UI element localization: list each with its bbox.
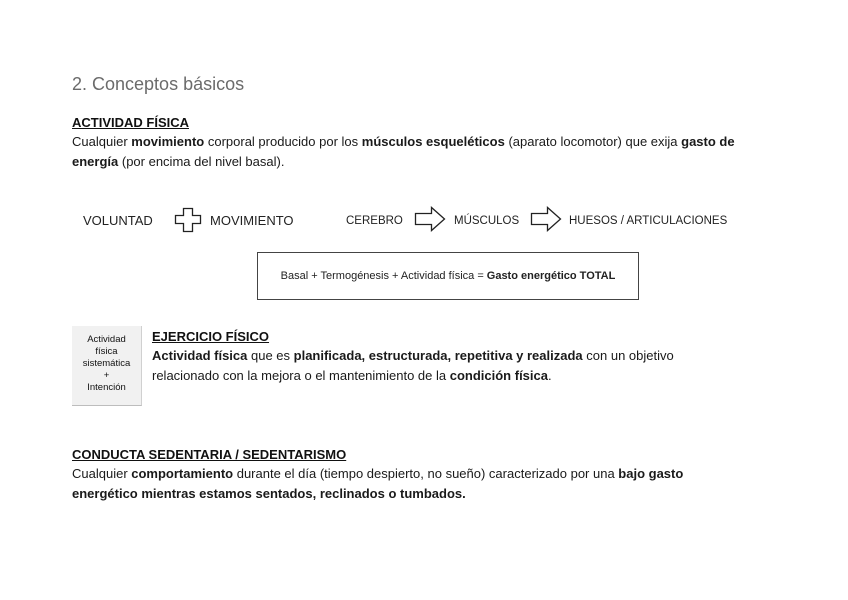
formula-total: Gasto energético TOTAL xyxy=(486,270,616,282)
cerebro-label: CEREBRO xyxy=(346,215,403,227)
formula-text: Basal + Termogénesis + Actividad física = xyxy=(280,270,484,282)
thumb-line: física xyxy=(95,346,118,357)
musculos-label: MÚSCULOS xyxy=(454,215,520,227)
conducta-heading: CONDUCTA SEDENTARIA / SEDENTARISMO xyxy=(72,447,347,462)
actividad-heading: ACTIVIDAD FÍSICA xyxy=(72,115,189,130)
plus-icon xyxy=(174,207,202,233)
actividad-definition: Cualquier movimiento corporal producido por los músculos esqueléticos (aparato locomotor) que exija gasto de energía (por encima del nivel basal). xyxy=(72,134,735,169)
huesos-label: HUESOS / ARTICULACIONES xyxy=(569,215,728,227)
thumb-line: sistemática xyxy=(82,358,131,369)
thumb-line: Intención xyxy=(87,382,126,393)
thumb-line: + xyxy=(103,370,110,381)
formula-box xyxy=(257,252,639,300)
voluntad-label: VOLUNTAD xyxy=(83,213,153,228)
thumb-line: Actividad xyxy=(87,334,126,345)
section-title: 2. Conceptos básicos xyxy=(72,74,245,94)
ejercicio-definition: Actividad física que es planificada, estructurada, repetitiva y realizada con un objetivo relacionado con la mejora o el mantenimiento de la condición física. xyxy=(152,348,674,383)
thumbnail-image xyxy=(72,326,142,406)
arrow-right-icon xyxy=(414,206,446,232)
arrow-right-icon xyxy=(530,206,562,232)
movimiento-label: MOVIMIENTO xyxy=(210,213,294,228)
ejercicio-heading: EJERCICIO FÍSICO xyxy=(152,329,270,344)
conducta-definition: Cualquier comportamiento durante el día (tiempo despierto, no sueño) caracterizado por una bajo gasto energético mientras estamos sentados, reclinados o tumbados. xyxy=(72,466,684,501)
